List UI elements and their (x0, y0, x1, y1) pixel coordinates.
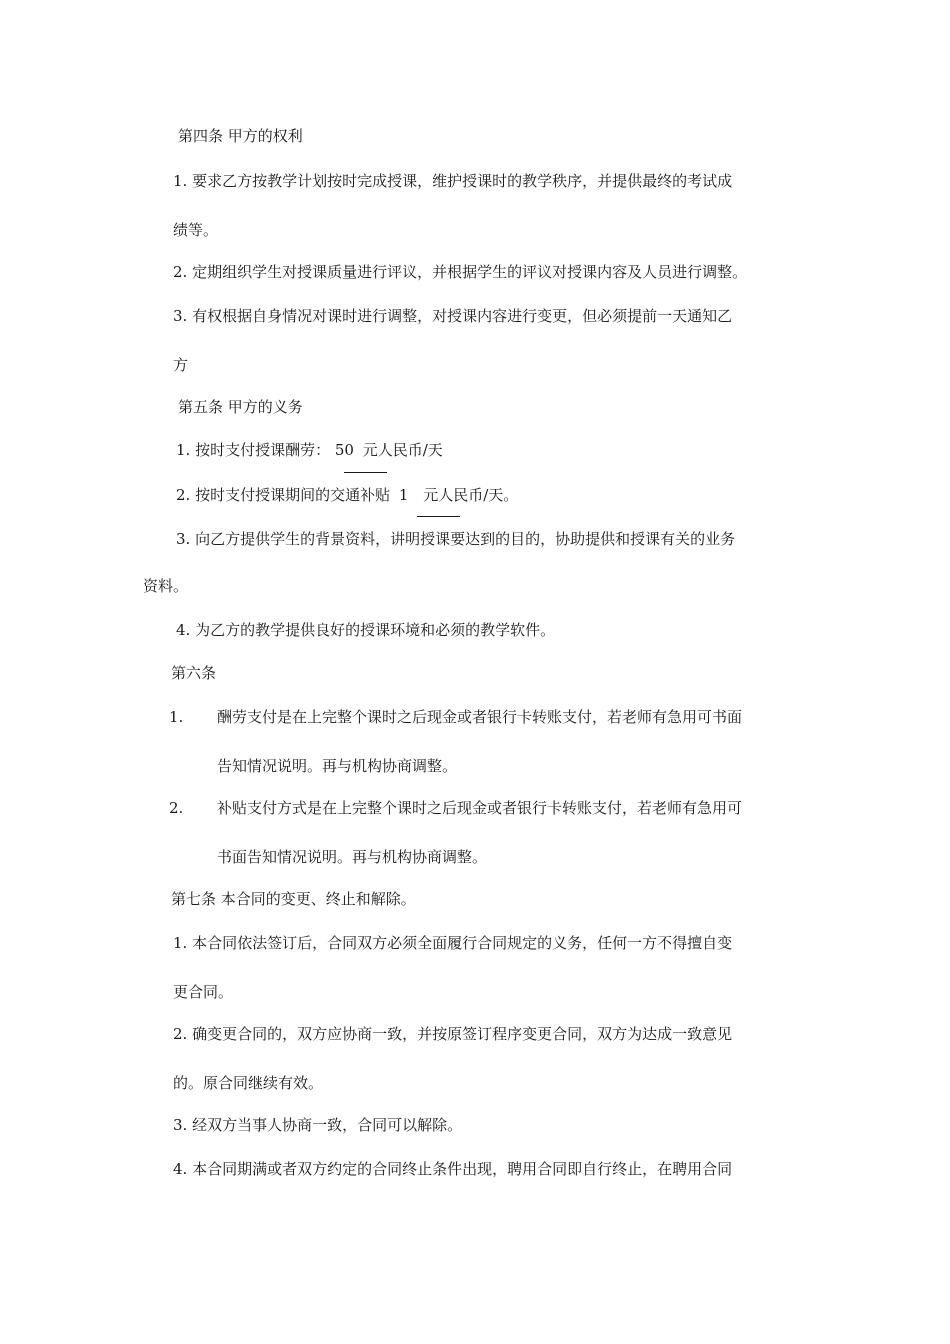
article-4-item-3-line-1: 3. 有权根据自身情况对课时进行调整，对授课内容进行变更，但必须提前一天通知乙 (173, 307, 733, 325)
article-5-item-3-line-1: 3. 向乙方提供学生的背景资料，讲明授课要达到的目的，协助提供和授课有关的业务 (176, 530, 736, 548)
article-6-item-2-line-1: 补贴支付方式是在上完整个课时之后现金或者银行卡转账支付，若老师有急用可 (217, 799, 743, 817)
article-5-item-3-line-2: 资料。 (143, 577, 189, 595)
article-6-title: 第六条 (171, 664, 217, 682)
article-5-item-4: 4. 为乙方的教学提供良好的授课环境和必须的教学软件。 (176, 621, 556, 639)
article-6-item-1-line-1: 酬劳支付是在上完整个课时之后现金或者银行卡转账支付，若老师有急用可书面 (217, 708, 743, 726)
article-4-item-2: 2. 定期组织学生对授课质量进行评议，并根据学生的评议对授课内容及人员进行调整。 (173, 263, 748, 281)
article-5-item-1-suffix: 元人民币/天 (362, 441, 443, 459)
article-6-item-2-line-2: 书面告知情况说明。再与机构协商调整。 (217, 848, 488, 866)
article-6-item-1-number: 1. (169, 708, 184, 726)
article-4-item-3-line-2: 方 (173, 356, 189, 374)
article-5-item-1-amount: 50 (334, 441, 354, 459)
article-5-item-1 (176, 440, 443, 460)
article-5-item-1-prefix: 1. 按时支付授课酬劳： (176, 441, 331, 459)
article-4-title: 第四条 甲方的权利 (178, 127, 303, 145)
article-5-title: 第五条 甲方的义务 (178, 398, 303, 416)
article-7-item-2-line-1: 2. 确变更合同的，双方应协商一致，并按原签订程序变更合同，双方为达成一致意见 (173, 1025, 733, 1043)
article-6-item-2-number: 2. (169, 799, 184, 817)
article-7-item-2-line-2: 的。原合同继续有效。 (173, 1074, 324, 1092)
article-7-item-1-line-2: 更合同。 (173, 983, 234, 1001)
article-7-item-1-line-1: 1. 本合同依法签订后，合同双方必须全面履行合同规定的义务，任何一方不得擅自变 (173, 934, 733, 952)
article-5-item-2-amount: 1 (398, 486, 409, 504)
article-5-item-2 (176, 485, 518, 505)
article-5-item-2-prefix: 2. 按时支付授课期间的交通补贴 (176, 486, 391, 504)
article-6-item-1-line-2: 告知情况说明。再与机构协商调整。 (217, 757, 458, 775)
blank-underline (417, 516, 460, 517)
article-4-item-1-line-1: 1. 要求乙方按教学计划按时完成授课，维护授课时的教学秩序，并提供最终的考试成 (173, 172, 733, 190)
article-7-item-4-line-1: 4. 本合同期满或者双方约定的合同终止条件出现，聘用合同即自行终止，在聘用合同 (173, 1160, 733, 1178)
article-7-title: 第七条 本合同的变更、终止和解除。 (171, 890, 416, 908)
article-7-item-3: 3. 经双方当事人协商一致，合同可以解除。 (173, 1116, 463, 1134)
blank-underline (344, 472, 387, 473)
article-4-item-1-line-2: 绩等。 (173, 221, 219, 239)
article-5-item-2-suffix: 元人民币/天。 (423, 486, 519, 504)
